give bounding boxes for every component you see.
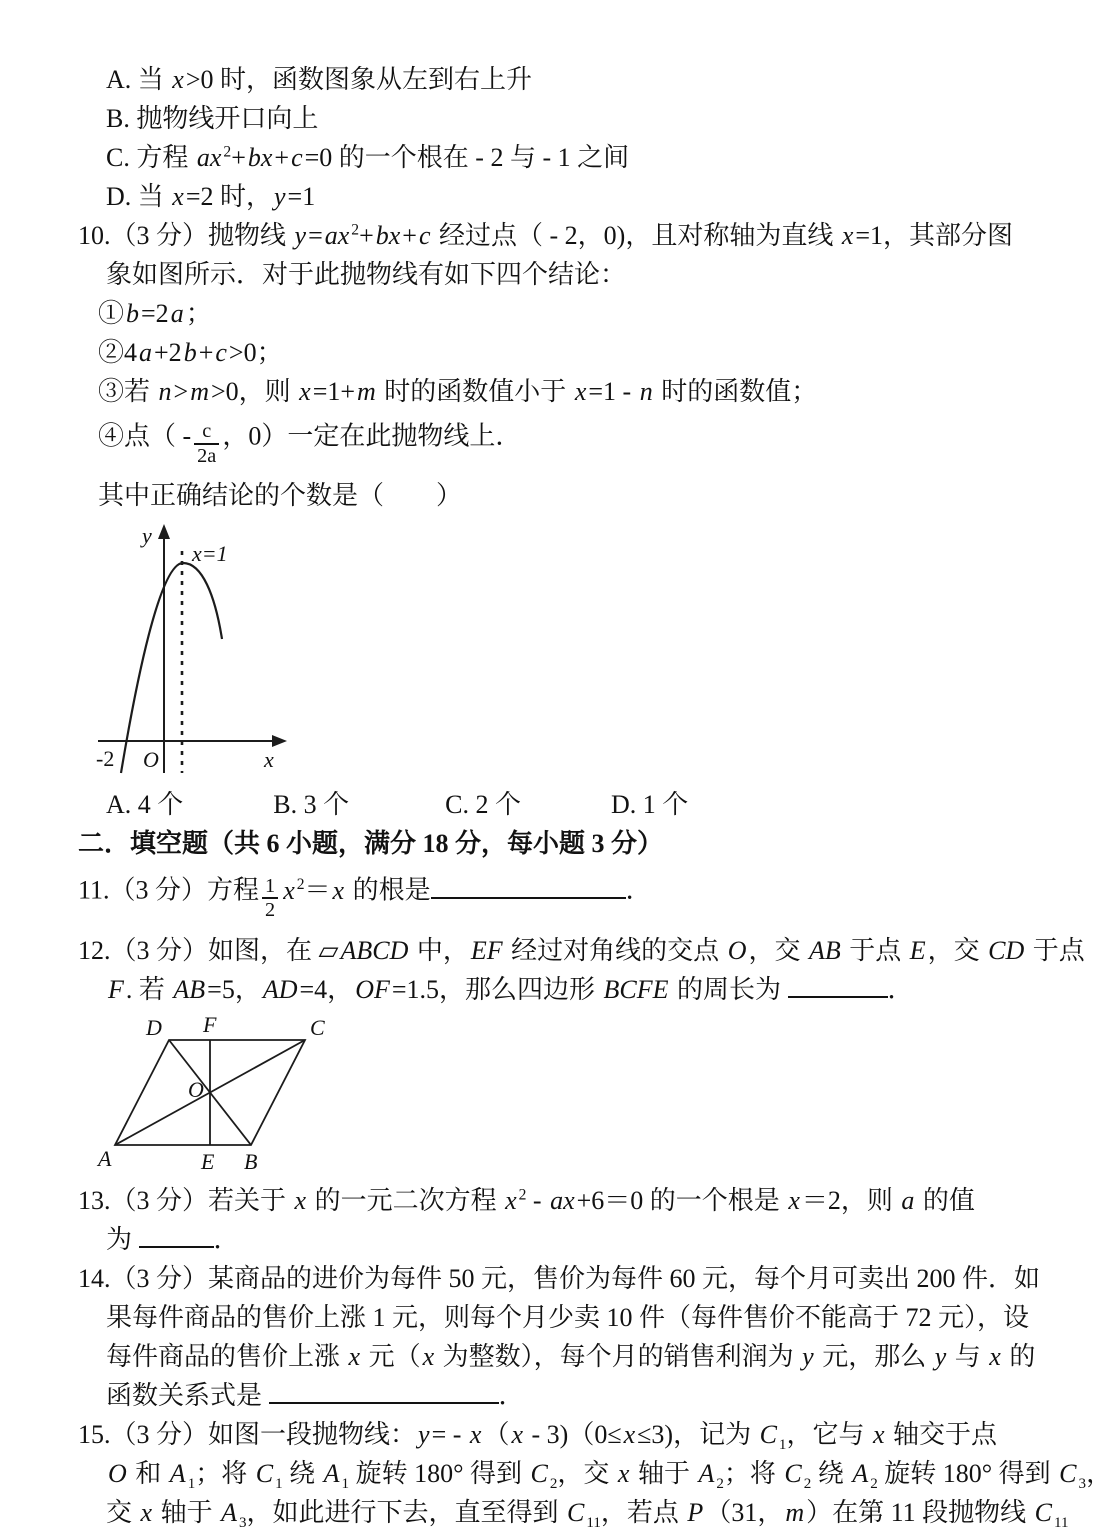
subscript: 2	[549, 1476, 558, 1493]
q10-item4: ④点（ - $\frac{c}{2a}$ ，0）一定在此抛物线上．	[98, 420, 522, 467]
math-variable: C	[759, 1420, 777, 1450]
subscript: 1	[187, 1476, 196, 1493]
subscript: 11	[586, 1515, 601, 1532]
x-axis-label: x	[264, 747, 274, 773]
math-variable: x	[989, 1342, 1001, 1372]
math-variable: x	[422, 1342, 435, 1372]
math-variable: x	[469, 1420, 482, 1450]
math-variable: E	[909, 936, 926, 966]
math-variable: x	[332, 876, 345, 906]
option-c: C. 方程 ax $^2$+bx+c=0 的一个根在 - 2 与 - 1 之间	[106, 143, 630, 172]
math-variable: c	[215, 338, 227, 367]
math-variable: a	[901, 1186, 915, 1216]
q15-line1: 15.（3 分）如图一段抛物线：y= - x（x - 3)（0≤x≤3)，记为 C $_1$，它与 x 轴交于点	[78, 1420, 998, 1454]
subscript: 11	[1054, 1515, 1069, 1532]
math-variable: A	[221, 1498, 237, 1528]
math-variable: c	[291, 143, 303, 172]
math-variable: y	[418, 1420, 430, 1450]
vertex-c-label: C	[310, 1015, 325, 1041]
subscript: 2	[716, 1476, 724, 1493]
q10-choices: A. 4 个 B. 3 个 C. 2 个 D. 1 个	[106, 790, 689, 820]
math-variable: A	[698, 1459, 715, 1489]
math-variable: A	[323, 1459, 340, 1489]
math-variable: x	[841, 221, 854, 250]
q14-line1: 14.（3 分）某商品的进价为每件 50 元，售价为每件 60 元，每个月可卖出 200 件．如	[78, 1264, 1041, 1294]
answer-blank	[269, 1377, 499, 1404]
math-variable: a	[139, 338, 153, 367]
math-variable: y	[274, 182, 286, 211]
spacer	[349, 812, 445, 813]
math-variable: m	[785, 1498, 805, 1528]
math-variable: AB	[808, 936, 841, 966]
math-variable: C	[1034, 1498, 1052, 1528]
option-a: A. 当 x>0 时，函数图象从左到右上升	[106, 65, 532, 94]
superscript: 2	[296, 876, 305, 894]
math-variable: bx	[247, 143, 273, 172]
fraction: $\frac{c}{2a}$	[194, 420, 219, 467]
math-variable: m	[190, 377, 209, 406]
math-variable: x	[574, 377, 587, 406]
math-variable: b	[126, 299, 140, 328]
fraction: $\frac{1}{2}$	[262, 875, 278, 922]
y-axis-label: y	[142, 523, 152, 549]
math-variable: x	[788, 1186, 800, 1216]
symmetry-line-label: x=1	[192, 541, 228, 567]
subscript: 1	[341, 1476, 350, 1493]
q13-line2: 为 ．	[0, 1220, 1080, 1259]
vertex-d-label: D	[146, 1015, 162, 1041]
subscript: 1	[275, 1476, 283, 1493]
q15-line3: 交 x 轴于 A $_3$，如此进行下去，直至得到 C $_{11}$，若点 P（31，m）在第 11 段抛物线 C $_{11}$	[106, 1498, 1069, 1532]
math-variable: y	[294, 221, 307, 250]
point-e-label: E	[201, 1149, 215, 1175]
q15-line2: O 和 A $_1$；将 C $_1$ 绕 A $_1$ 旋转 180° 得到 C $_2$，交 x 轴于 A $_2$；将 C $_2$ 绕 A $_2$ 旋转 180° 得到 C $_3$，	[108, 1459, 1112, 1493]
q12-line1: 12.（3 分）如图，在 ▱ABCD 中，EF 经过对角线的交点 O，交 AB 于点 E，交 CD 于点	[78, 936, 1085, 966]
math-variable: EF	[470, 936, 503, 966]
point-f-label: F	[203, 1012, 217, 1038]
q10-item1: ①b=2a；	[98, 299, 212, 328]
superscript: 2	[518, 1186, 527, 1204]
math-variable: b	[183, 338, 197, 367]
parabola-graph	[88, 521, 298, 783]
superscript: 2	[223, 143, 232, 161]
q14-line4: 函数关系式是 ．	[0, 1376, 1080, 1415]
math-variable: x	[511, 1420, 523, 1450]
math-variable: F	[108, 975, 124, 1005]
math-variable: y	[802, 1342, 814, 1372]
math-variable: x	[348, 1342, 361, 1372]
math-variable: A	[169, 1459, 186, 1489]
math-variable: O	[727, 936, 747, 966]
math-variable: C	[567, 1498, 585, 1528]
math-variable: ABCD	[340, 936, 409, 966]
q14-line3: 每件商品的售价上涨 x 元（x 为整数），每个月的销售利润为 y 元，那么 y 与 x 的	[106, 1342, 1036, 1372]
math-variable: x	[172, 182, 184, 211]
spacer	[521, 812, 611, 813]
q10-prompt: 其中正确结论的个数是（ ）	[98, 481, 463, 511]
math-variable: a	[170, 299, 184, 328]
parallelogram-figure	[88, 1012, 338, 1175]
x-axis-arrow-icon	[272, 735, 287, 747]
math-variable: A	[852, 1459, 869, 1489]
math-variable: BCFE	[603, 975, 669, 1005]
subscript: 2	[870, 1476, 878, 1493]
math-variable: bx	[375, 221, 401, 250]
math-variable: x	[299, 377, 311, 406]
section2-header: 二．填空题（共 6 小题，满分 18 分，每小题 3 分）	[78, 829, 664, 859]
math-variable: m	[357, 377, 376, 406]
math-variable: x	[505, 1186, 517, 1216]
answer-blank	[431, 872, 626, 899]
math-variable: y	[934, 1342, 947, 1372]
center-o-label: O	[188, 1077, 204, 1103]
vertex-a-label: A	[98, 1146, 112, 1172]
math-variable: x	[872, 1420, 885, 1450]
subscript: 1	[778, 1437, 787, 1454]
math-variable: x	[294, 1186, 307, 1216]
vertex-b-label: B	[244, 1149, 258, 1175]
origin-label: O	[143, 747, 159, 773]
math-variable: x	[617, 1459, 630, 1489]
math-variable: x	[140, 1498, 153, 1528]
math-variable: C	[530, 1459, 548, 1489]
subscript: 2	[803, 1476, 812, 1493]
answer-blank	[788, 971, 888, 998]
q10-line1: 10.（3 分）抛物线 y=ax $^2$+bx+c 经过点（ - 2，0)，且对称轴为直线 x=1，其部分图	[78, 221, 1014, 250]
math-variable: AD	[262, 975, 298, 1005]
math-variable: OF	[355, 975, 390, 1005]
q10-item2: ②4a+2b+c>0；	[98, 338, 283, 367]
q10-line2: 象如图所示．对于此抛物线有如下四个结论：	[106, 260, 627, 289]
y-axis-arrow-icon	[158, 524, 170, 539]
math-variable: c	[418, 221, 431, 250]
x-intercept-label: -2	[96, 746, 115, 772]
math-variable: ax	[324, 221, 350, 250]
math-variable: C	[1059, 1459, 1077, 1489]
math-variable: n	[639, 377, 653, 406]
answer-blank	[139, 1221, 214, 1248]
q10-item3: ③若 n>m>0，则 x=1+m 时的函数值小于 x=1 - n 时的函数值；	[98, 377, 818, 406]
math-variable: ax	[196, 143, 222, 172]
math-variable: x	[172, 65, 184, 94]
math-variable: x	[623, 1420, 636, 1450]
q13-line1: 13.（3 分）若关于 x 的一元二次方程 x $^2$ - ax+6＝0 的一个根是 x＝2，则 a 的值	[78, 1186, 975, 1216]
math-variable: n	[158, 377, 172, 406]
math-variable: O	[108, 1459, 127, 1489]
q14-line2: 果每件商品的售价上涨 1 元，则每个月少卖 10 件（每件售价不能高于 72 元），设	[106, 1303, 1030, 1333]
math-variable: AB	[173, 975, 206, 1005]
spacer	[183, 812, 273, 813]
subscript: 3	[238, 1515, 247, 1532]
superscript: 2	[351, 221, 360, 239]
math-variable: x	[283, 876, 295, 906]
subscript: 3	[1078, 1476, 1087, 1493]
math-variable: CD	[988, 936, 1025, 966]
math-variable: C	[255, 1459, 274, 1489]
option-b: B. 抛物线开口向上	[106, 104, 319, 133]
math-variable: ax	[550, 1186, 575, 1216]
math-variable: C	[784, 1459, 802, 1489]
math-variable: P	[687, 1498, 704, 1528]
q12-line2: F. 若 AB=5，AD=4，OF=1.5，那么四边形 BCFE 的周长为 ．	[0, 970, 1080, 1009]
q11: 11.（3 分）方程 $\frac{1}{2}$ x $^2$＝x 的根是 ．	[0, 863, 1080, 931]
option-d: D. 当 x=2 时，y=1	[106, 182, 316, 211]
document-body	[0, 60, 1112, 1532]
